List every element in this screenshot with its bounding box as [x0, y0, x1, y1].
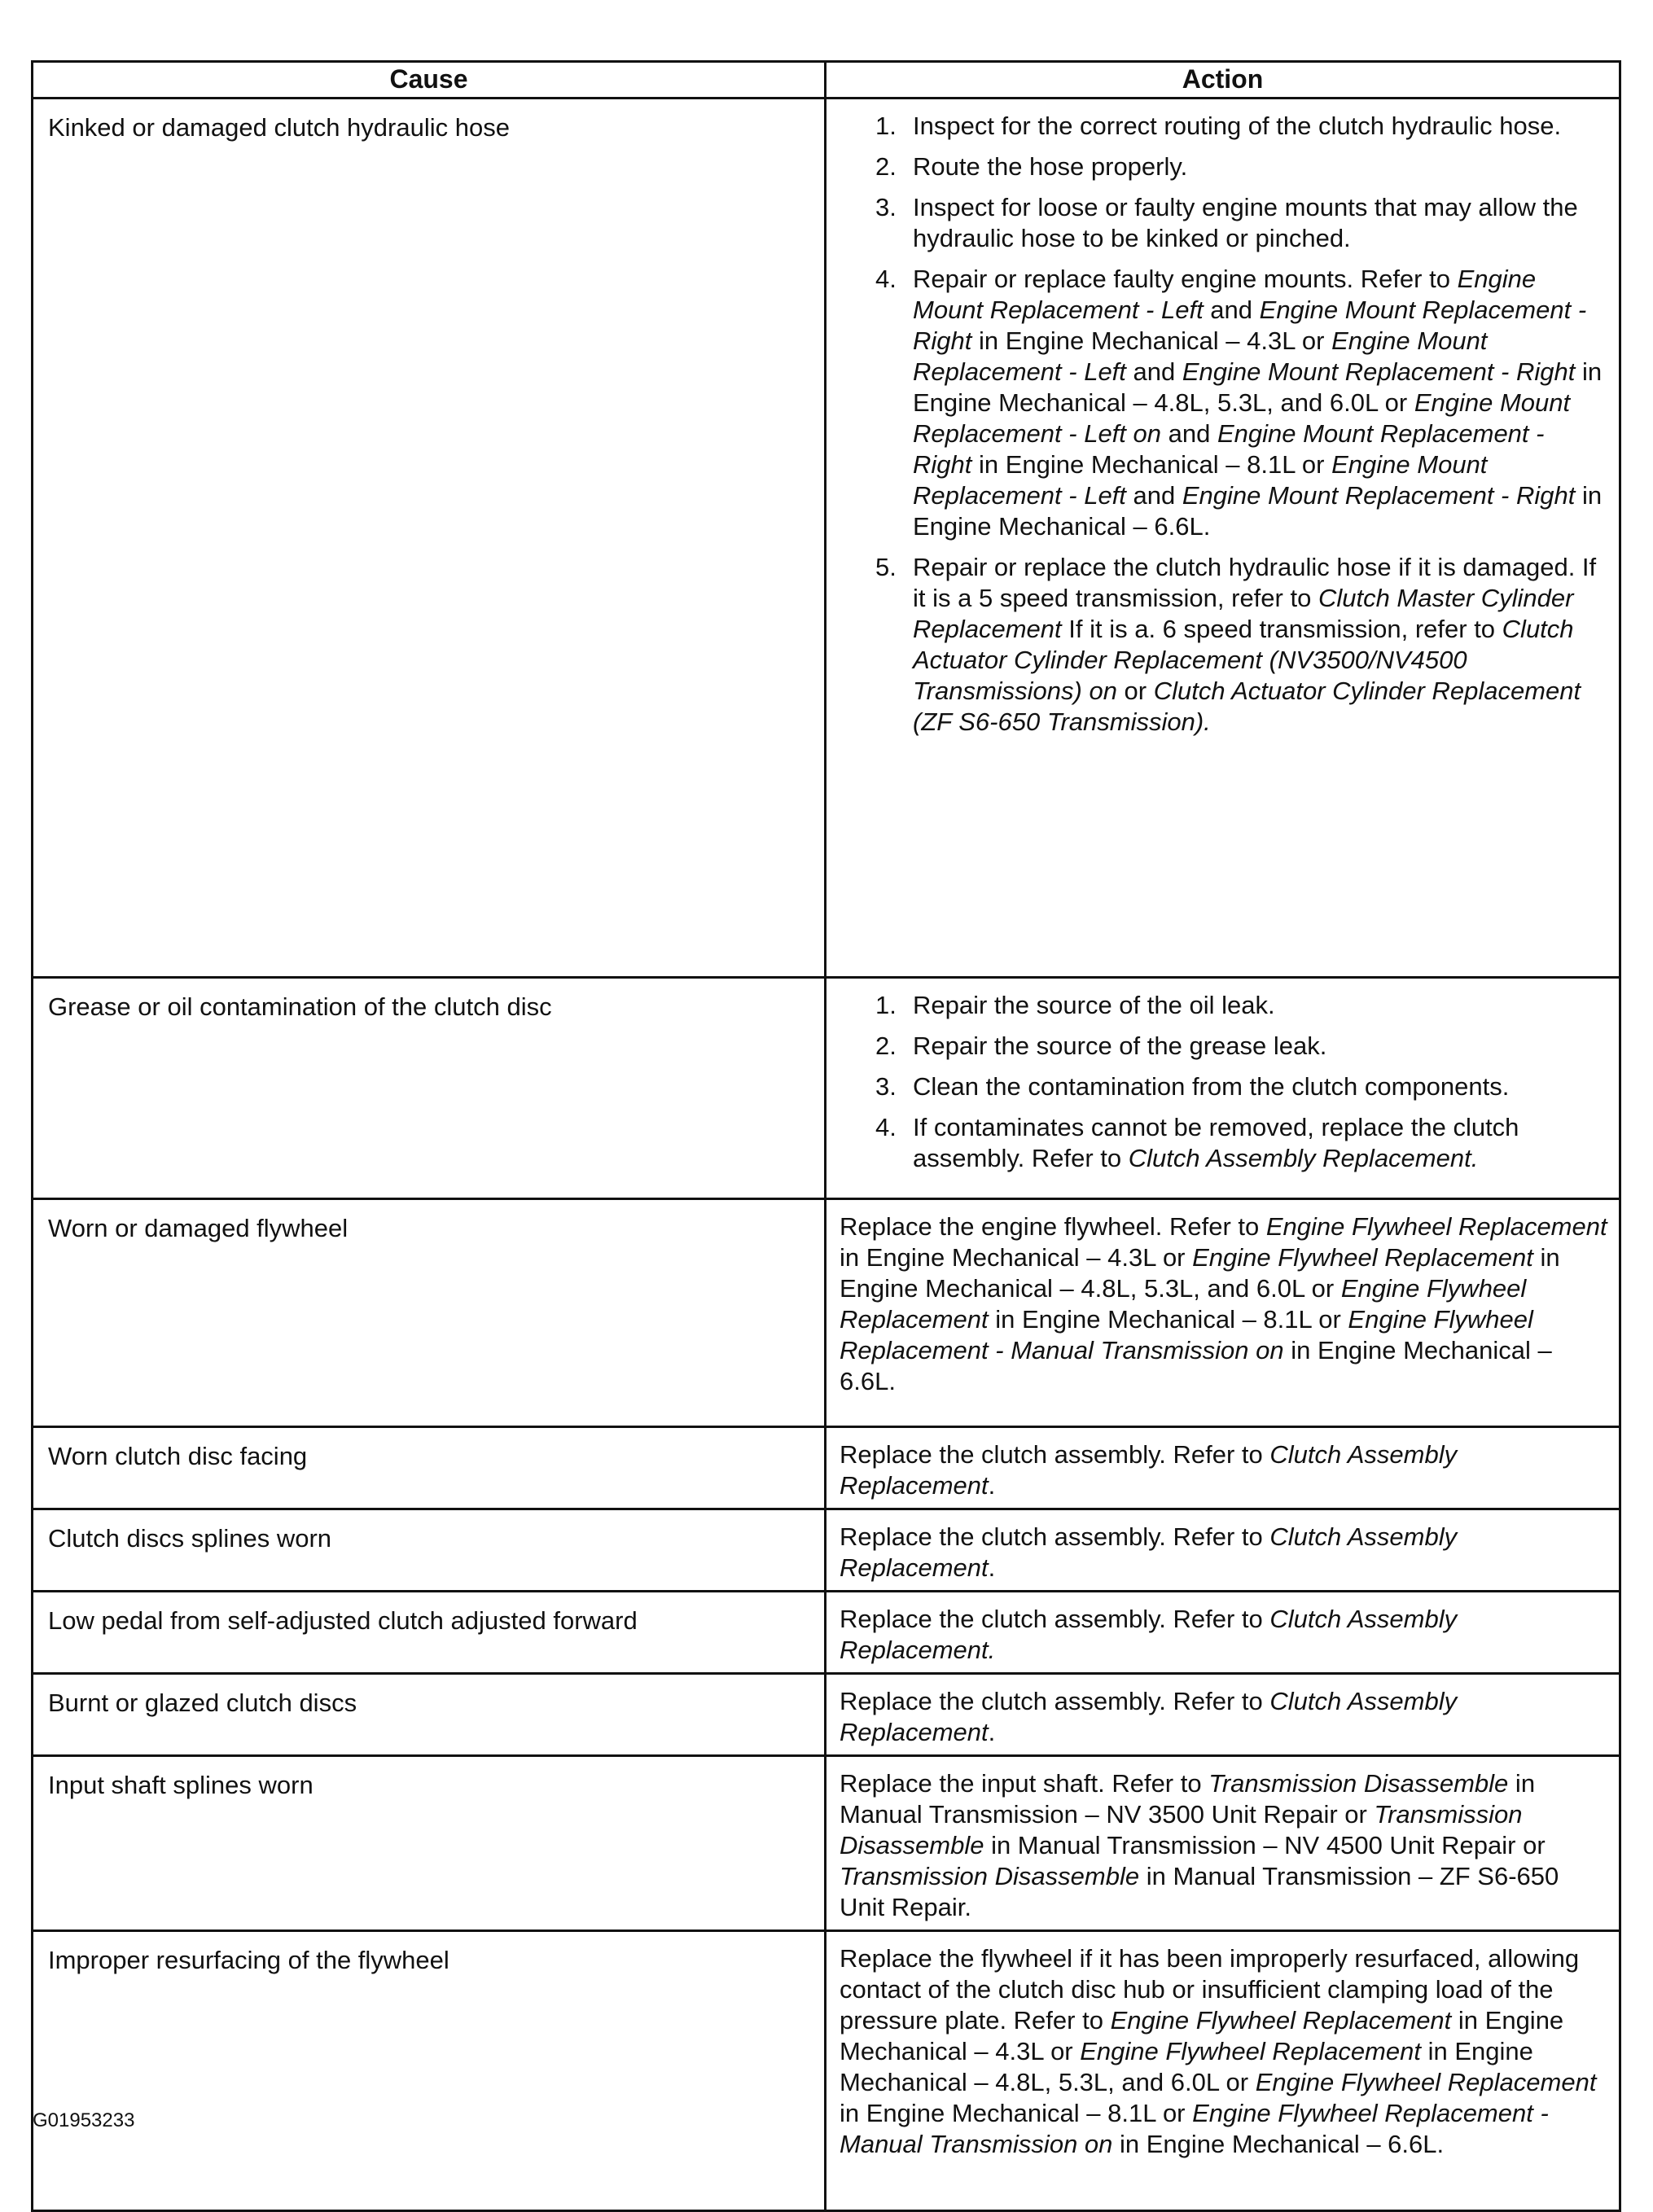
- action-text: and: [1203, 296, 1260, 324]
- reference-link-text: Engine Flywheel Replacement: [1265, 1212, 1607, 1241]
- reference-link-text: Clutch Actuator Cylinder Replacement (ZF S6-650 Transmission).: [913, 677, 1581, 736]
- table-row: [33, 1592, 1620, 1674]
- cause-cell: Kinked or damaged clutch hydraulic hose: [33, 99, 826, 978]
- action-step: [840, 552, 1607, 738]
- action-text: in Engine Mechanical – 8.1L or: [971, 450, 1332, 479]
- cause-cell: Improper resurfacing of the flywheel: [33, 1931, 826, 2211]
- table-row: [33, 978, 1620, 1199]
- table-row: [33, 1756, 1620, 1931]
- action-text: Route the hose properly.: [913, 152, 1188, 181]
- action-text: Clean the contamination from the clutch components.: [913, 1072, 1510, 1101]
- step-number: 4.: [875, 1113, 897, 1141]
- action-paragraph: [840, 1768, 1607, 1923]
- reference-link-text: Clutch Assembly Replacement: [840, 1440, 1458, 1500]
- table-body: [33, 99, 1620, 2211]
- action-text: Replace the input shaft. Refer to: [840, 1769, 1209, 1798]
- table-row: [33, 1427, 1620, 1509]
- reference-link-text: Engine Flywheel Replacement: [1110, 2006, 1452, 2035]
- action-text: in Engine Mechanical – 8.1L or: [840, 2099, 1193, 2127]
- reference-link-text: Engine Mount Replacement - Right: [1182, 481, 1576, 510]
- table-row: [33, 1509, 1620, 1592]
- reference-link-text: Transmission Disassemble: [840, 1800, 1523, 1859]
- action-cell: [826, 1427, 1620, 1509]
- action-text: .: [988, 1718, 996, 1746]
- action-paragraph: [840, 1943, 1607, 2160]
- action-step: [840, 192, 1607, 254]
- action-text: in Engine Mechanical – 6.6L.: [840, 1336, 1552, 1395]
- table-row: [33, 99, 1620, 978]
- action-text: in Engine Mechanical – 6.6L.: [1112, 2130, 1445, 2158]
- action-text: in Engine Mechanical – 4.3L or: [840, 1243, 1193, 1272]
- action-step: [840, 151, 1607, 182]
- action-text: Repair the source of the oil leak.: [913, 991, 1275, 1019]
- action-text: Repair the source of the grease leak.: [913, 1032, 1327, 1060]
- action-step: [840, 111, 1607, 142]
- diagnostic-table: [31, 60, 1621, 2212]
- figure-id: G01953233: [33, 2109, 135, 2131]
- action-steps-list: [840, 111, 1607, 738]
- step-number: 3.: [875, 193, 897, 221]
- action-text: Repair or replace the clutch hydraulic hose if it is damaged. If it is a 5 speed transmission, refer to: [913, 553, 1597, 612]
- reference-link-text: Transmission Disassemble: [1208, 1769, 1509, 1798]
- action-text: Replace the clutch assembly. Refer to: [840, 1522, 1270, 1551]
- reference-link-text: Engine Mount Replacement - Left: [913, 450, 1488, 510]
- reference-link-text: Clutch Assembly Replacement: [840, 1687, 1458, 1746]
- action-step: [840, 1112, 1607, 1174]
- action-text: and: [1125, 481, 1182, 510]
- reference-link-text: Engine Flywheel Replacement: [1255, 2068, 1597, 2096]
- step-number: 4.: [875, 265, 897, 293]
- action-text: Replace the engine flywheel. Refer to: [840, 1212, 1266, 1241]
- reference-link-text: Clutch Master Cylinder Replacement: [913, 584, 1574, 643]
- action-cell: [826, 1509, 1620, 1592]
- action-text: in Engine Mechanical – 8.1L or: [988, 1305, 1348, 1334]
- action-cell: [826, 1592, 1620, 1674]
- action-text: Inspect for the correct routing of the clutch hydraulic hose.: [913, 112, 1562, 140]
- action-cell: [826, 1756, 1620, 1931]
- cause-cell: Clutch discs splines worn: [33, 1509, 826, 1592]
- action-paragraph: [840, 1211, 1607, 1397]
- reference-link-text: Engine Flywheel Replacement - Manual Transmission on: [840, 1305, 1533, 1364]
- reference-link-text: Engine Flywheel Replacement: [840, 1274, 1527, 1334]
- reference-link-text: Engine Mount Replacement - Left: [913, 265, 1537, 324]
- cause-cell: Low pedal from self-adjusted clutch adjusted forward: [33, 1592, 826, 1674]
- step-number: 2.: [875, 1032, 897, 1060]
- action-step: [840, 990, 1607, 1021]
- action-text: Repair or replace faulty engine mounts. Refer to: [913, 265, 1458, 293]
- action-text: in Engine Mechanical – 4.3L or: [971, 326, 1332, 355]
- table-header-row: [33, 62, 1620, 99]
- action-text: and: [1161, 419, 1217, 448]
- action-text: and: [1125, 357, 1182, 386]
- reference-link-text: Engine Mount Replacement - Right: [913, 296, 1587, 355]
- reference-link-text: Engine Flywheel Replacement: [1192, 1243, 1533, 1272]
- step-number: 2.: [875, 152, 897, 181]
- action-text: in Engine Mechanical – 4.8L, 5.3L, and 6.0L or: [913, 357, 1603, 417]
- action-cell: [826, 978, 1620, 1199]
- step-number: 5.: [875, 553, 897, 581]
- action-text: If contaminates cannot be removed, replace the clutch assembly. Refer to: [913, 1113, 1519, 1172]
- action-paragraph: [840, 1686, 1607, 1748]
- cause-cell: Input shaft splines worn: [33, 1756, 826, 1931]
- action-cell: [826, 1199, 1620, 1427]
- header-cause: Cause: [33, 62, 826, 99]
- action-text: in Engine Mechanical – 6.6L.: [913, 481, 1603, 541]
- reference-link-text: Clutch Assembly Replacement: [840, 1522, 1458, 1582]
- action-text: Replace the flywheel if it has been improperly resurfaced, allowing contact of the clutch disc hub or insufficient clamping load of the pressure plate. Refer to: [840, 1944, 1580, 2035]
- action-text: in Engine Mechanical – 4.8L, 5.3L, and 6.0L or: [840, 2037, 1533, 2096]
- action-text: Replace the clutch assembly. Refer to: [840, 1605, 1270, 1633]
- action-cell: [826, 1674, 1620, 1756]
- action-text: in Manual Transmission – NV 4500 Unit Repair or: [984, 1831, 1546, 1859]
- reference-link-text: Transmission Disassemble: [840, 1862, 1140, 1890]
- reference-link-text: Clutch Assembly Replacement.: [840, 1605, 1458, 1664]
- action-text: in Manual Transmission – NV 3500 Unit Repair or: [840, 1769, 1536, 1829]
- reference-link-text: Engine Flywheel Replacement - Manual Transmission on: [840, 2099, 1549, 2158]
- cause-cell: Burnt or glazed clutch discs: [33, 1674, 826, 1756]
- action-paragraph: [840, 1604, 1607, 1666]
- action-text: Replace the clutch assembly. Refer to: [840, 1440, 1270, 1469]
- table-row: [33, 1931, 1620, 2211]
- action-text: Inspect for loose or faulty engine mounts that may allow the hydraulic hose to be kinked or pinched.: [913, 193, 1578, 252]
- header-action: Action: [826, 62, 1620, 99]
- action-step: [840, 1031, 1607, 1062]
- step-number: 3.: [875, 1072, 897, 1101]
- reference-link-text: Clutch Actuator Cylinder Replacement (NV3500/NV4500 Transmissions) on: [913, 615, 1574, 705]
- action-text: in Engine Mechanical – 4.3L or: [840, 2006, 1564, 2065]
- action-paragraph: [840, 1439, 1607, 1501]
- action-step: [840, 264, 1607, 542]
- action-text: in Manual Transmission – ZF S6-650 Unit Repair.: [840, 1862, 1559, 1921]
- action-step: [840, 1071, 1607, 1102]
- action-text: in Engine Mechanical – 4.8L, 5.3L, and 6.0L or: [840, 1243, 1560, 1303]
- cause-cell: Worn or damaged flywheel: [33, 1199, 826, 1427]
- step-number: 1.: [875, 991, 897, 1019]
- reference-link-text: Engine Mount Replacement - Left: [913, 326, 1488, 386]
- reference-link-text: Engine Flywheel Replacement: [1080, 2037, 1421, 2065]
- reference-link-text: Engine Mount Replacement - Left on: [913, 388, 1571, 448]
- reference-link-text: Engine Mount Replacement - Right: [1182, 357, 1576, 386]
- reference-link-text: Clutch Assembly Replacement.: [1128, 1144, 1479, 1172]
- action-steps-list: [840, 990, 1607, 1174]
- table-row: [33, 1199, 1620, 1427]
- cause-cell: Worn clutch disc facing: [33, 1427, 826, 1509]
- reference-link-text: Engine Mount Replacement - Right: [913, 419, 1545, 479]
- action-cell: [826, 99, 1620, 978]
- step-number: 1.: [875, 112, 897, 140]
- table-row: [33, 1674, 1620, 1756]
- action-cell: [826, 1931, 1620, 2211]
- action-paragraph: [840, 1522, 1607, 1583]
- action-text: Replace the clutch assembly. Refer to: [840, 1687, 1270, 1715]
- action-text: .: [988, 1553, 996, 1582]
- action-text: If it is a. 6 speed transmission, refer to: [1061, 615, 1502, 643]
- action-text: .: [988, 1471, 996, 1500]
- cause-cell: Grease or oil contamination of the clutch disc: [33, 978, 826, 1199]
- action-text: or: [1116, 677, 1154, 705]
